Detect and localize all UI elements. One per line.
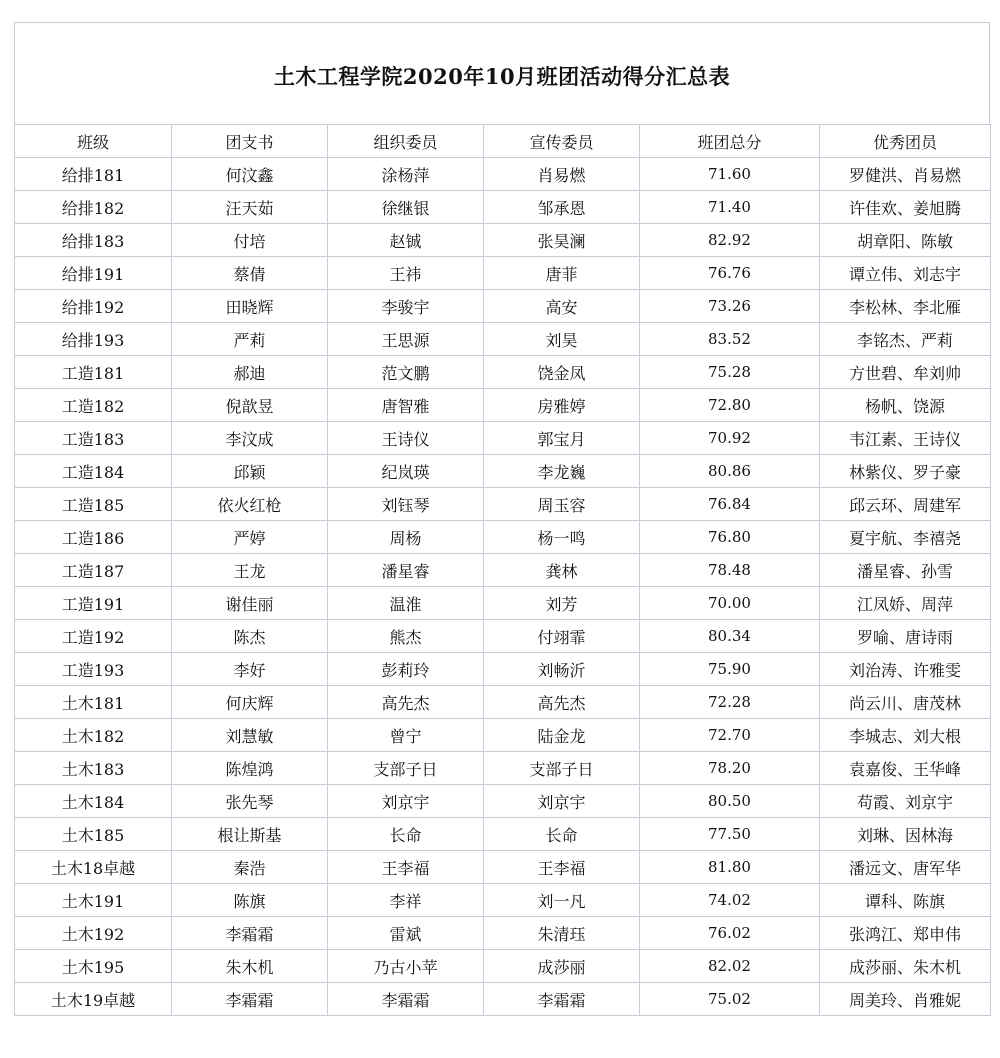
- excellent-members-cell: 谭立伟、刘志宇: [820, 257, 991, 290]
- header-excellent-members: 优秀团员: [820, 125, 991, 158]
- excellent-members-cell: 江凤娇、周萍: [820, 587, 991, 620]
- league-secretary-cell: 张先琴: [172, 785, 328, 818]
- page-title: 土木工程学院2020年10月班团活动得分汇总表: [273, 63, 731, 89]
- organization-committee-cell: 李骏宇: [328, 290, 484, 323]
- total-score-cell: 72.80: [640, 389, 820, 422]
- excellent-members-cell: 罗喻、唐诗雨: [820, 620, 991, 653]
- total-score-cell: 76.84: [640, 488, 820, 521]
- publicity-committee-cell: 刘一凡: [484, 884, 640, 917]
- publicity-committee-cell: 长命: [484, 818, 640, 851]
- header-organization-committee: 组织委员: [328, 125, 484, 158]
- league-secretary-cell: 陈旗: [172, 884, 328, 917]
- publicity-committee-cell: 李霜霜: [484, 983, 640, 1016]
- publicity-committee-cell: 高先杰: [484, 686, 640, 719]
- table-row: [15, 686, 991, 719]
- class-cell: 工造181: [15, 356, 172, 389]
- class-cell: 工造186: [15, 521, 172, 554]
- table-row: [15, 917, 991, 950]
- total-score-cell: 80.50: [640, 785, 820, 818]
- excellent-members-cell: 刘琳、因林海: [820, 818, 991, 851]
- organization-committee-cell: 王诗仪: [328, 422, 484, 455]
- league-secretary-cell: 付培: [172, 224, 328, 257]
- header-class: 班级: [15, 125, 172, 158]
- excellent-members-cell: 谭科、陈旗: [820, 884, 991, 917]
- total-score-cell: 71.40: [640, 191, 820, 224]
- class-cell: 土木19卓越: [15, 983, 172, 1016]
- excellent-members-cell: 李松林、李北雁: [820, 290, 991, 323]
- excellent-members-cell: 林紫仪、罗子豪: [820, 455, 991, 488]
- total-score-cell: 80.86: [640, 455, 820, 488]
- table-row: [15, 191, 991, 224]
- publicity-committee-cell: 付翊霏: [484, 620, 640, 653]
- publicity-committee-cell: 李龙巍: [484, 455, 640, 488]
- league-secretary-cell: 陈杰: [172, 620, 328, 653]
- excellent-members-cell: 夏宇航、李禧尧: [820, 521, 991, 554]
- header-total-score: 班团总分: [640, 125, 820, 158]
- publicity-committee-cell: 郭宝月: [484, 422, 640, 455]
- league-secretary-cell: 何汶鑫: [172, 158, 328, 191]
- league-secretary-cell: 李霜霜: [172, 917, 328, 950]
- excellent-members-cell: 成莎丽、朱木机: [820, 950, 991, 983]
- league-secretary-cell: 李汶成: [172, 422, 328, 455]
- organization-committee-cell: 赵铖: [328, 224, 484, 257]
- table-row: [15, 752, 991, 785]
- class-cell: 工造192: [15, 620, 172, 653]
- excellent-members-cell: 许佳欢、姜旭腾: [820, 191, 991, 224]
- league-secretary-cell: 朱木机: [172, 950, 328, 983]
- total-score-cell: 80.34: [640, 620, 820, 653]
- total-score-cell: 71.60: [640, 158, 820, 191]
- league-secretary-cell: 依火红枪: [172, 488, 328, 521]
- total-score-cell: 72.28: [640, 686, 820, 719]
- publicity-committee-cell: 唐菲: [484, 257, 640, 290]
- total-score-cell: 82.02: [640, 950, 820, 983]
- league-secretary-cell: 严莉: [172, 323, 328, 356]
- publicity-committee-cell: 刘畅沂: [484, 653, 640, 686]
- total-score-cell: 75.90: [640, 653, 820, 686]
- organization-committee-cell: 熊杰: [328, 620, 484, 653]
- table-row: [15, 158, 991, 191]
- league-secretary-cell: 王龙: [172, 554, 328, 587]
- league-secretary-cell: 蔡倩: [172, 257, 328, 290]
- league-secretary-cell: 倪歆昱: [172, 389, 328, 422]
- excellent-members-cell: 苟霞、刘京宇: [820, 785, 991, 818]
- total-score-cell: 75.28: [640, 356, 820, 389]
- header-publicity-committee: 宣传委员: [484, 125, 640, 158]
- organization-committee-cell: 温淮: [328, 587, 484, 620]
- score-table: [14, 124, 991, 1016]
- organization-committee-cell: 曾宁: [328, 719, 484, 752]
- excellent-members-cell: 杨帆、饶源: [820, 389, 991, 422]
- table-row: [15, 620, 991, 653]
- class-cell: 工造187: [15, 554, 172, 587]
- table-row: [15, 290, 991, 323]
- excellent-members-cell: 潘星睿、孙雪: [820, 554, 991, 587]
- title-row: [14, 22, 990, 124]
- organization-committee-cell: 长命: [328, 818, 484, 851]
- total-score-cell: 73.26: [640, 290, 820, 323]
- excellent-members-cell: 韦江素、王诗仪: [820, 422, 991, 455]
- league-secretary-cell: 邱颖: [172, 455, 328, 488]
- table-row: [15, 521, 991, 554]
- excellent-members-cell: 张鸿江、郑申伟: [820, 917, 991, 950]
- table-row: [15, 653, 991, 686]
- excellent-members-cell: 潘远文、唐军华: [820, 851, 991, 884]
- organization-committee-cell: 李霜霜: [328, 983, 484, 1016]
- class-cell: 给排182: [15, 191, 172, 224]
- publicity-committee-cell: 高安: [484, 290, 640, 323]
- organization-committee-cell: 王李福: [328, 851, 484, 884]
- table-row: [15, 455, 991, 488]
- excellent-members-cell: 胡章阳、陈敏: [820, 224, 991, 257]
- table-row: [15, 983, 991, 1016]
- league-secretary-cell: 汪天茹: [172, 191, 328, 224]
- publicity-committee-cell: 饶金凤: [484, 356, 640, 389]
- organization-committee-cell: 纪岚瑛: [328, 455, 484, 488]
- total-score-cell: 70.00: [640, 587, 820, 620]
- excellent-members-cell: 邱云环、周建军: [820, 488, 991, 521]
- organization-committee-cell: 支部子日: [328, 752, 484, 785]
- header-row: [15, 125, 991, 158]
- league-secretary-cell: 李霜霜: [172, 983, 328, 1016]
- excellent-members-cell: 李铭杰、严莉: [820, 323, 991, 356]
- class-cell: 土木185: [15, 818, 172, 851]
- class-cell: 给排181: [15, 158, 172, 191]
- excellent-members-cell: 刘治涛、许雅雯: [820, 653, 991, 686]
- total-score-cell: 72.70: [640, 719, 820, 752]
- class-cell: 给排191: [15, 257, 172, 290]
- score-summary-sheet: [14, 22, 990, 1016]
- excellent-members-cell: 李城志、刘大根: [820, 719, 991, 752]
- class-cell: 土木184: [15, 785, 172, 818]
- organization-committee-cell: 雷斌: [328, 917, 484, 950]
- class-cell: 土木181: [15, 686, 172, 719]
- publicity-committee-cell: 支部子日: [484, 752, 640, 785]
- publicity-committee-cell: 房雅婷: [484, 389, 640, 422]
- organization-committee-cell: 李祥: [328, 884, 484, 917]
- publicity-committee-cell: 刘芳: [484, 587, 640, 620]
- class-cell: 工造185: [15, 488, 172, 521]
- table-row: [15, 323, 991, 356]
- league-secretary-cell: 严婷: [172, 521, 328, 554]
- league-secretary-cell: 何庆辉: [172, 686, 328, 719]
- class-cell: 给排193: [15, 323, 172, 356]
- table-row: [15, 851, 991, 884]
- table-row: [15, 356, 991, 389]
- table-row: [15, 785, 991, 818]
- table-row: [15, 554, 991, 587]
- class-cell: 工造193: [15, 653, 172, 686]
- total-score-cell: 74.02: [640, 884, 820, 917]
- organization-committee-cell: 彭莉玲: [328, 653, 484, 686]
- class-cell: 给排183: [15, 224, 172, 257]
- table-row: [15, 224, 991, 257]
- header-league-secretary: 团支书: [172, 125, 328, 158]
- publicity-committee-cell: 龚林: [484, 554, 640, 587]
- publicity-committee-cell: 周玉容: [484, 488, 640, 521]
- class-cell: 土木192: [15, 917, 172, 950]
- league-secretary-cell: 田晓辉: [172, 290, 328, 323]
- organization-committee-cell: 高先杰: [328, 686, 484, 719]
- league-secretary-cell: 根让斯基: [172, 818, 328, 851]
- organization-committee-cell: 乃古小苹: [328, 950, 484, 983]
- total-score-cell: 76.80: [640, 521, 820, 554]
- league-secretary-cell: 陈煌鸿: [172, 752, 328, 785]
- total-score-cell: 82.92: [640, 224, 820, 257]
- class-cell: 土木195: [15, 950, 172, 983]
- publicity-committee-cell: 肖易燃: [484, 158, 640, 191]
- league-secretary-cell: 李好: [172, 653, 328, 686]
- table-row: [15, 818, 991, 851]
- publicity-committee-cell: 邹承恩: [484, 191, 640, 224]
- total-score-cell: 81.80: [640, 851, 820, 884]
- class-cell: 给排192: [15, 290, 172, 323]
- table-row: [15, 389, 991, 422]
- publicity-committee-cell: 刘京宇: [484, 785, 640, 818]
- table-row: [15, 257, 991, 290]
- organization-committee-cell: 唐智雅: [328, 389, 484, 422]
- table-body: [15, 158, 991, 1016]
- organization-committee-cell: 王祎: [328, 257, 484, 290]
- organization-committee-cell: 范文鹏: [328, 356, 484, 389]
- organization-committee-cell: 徐继银: [328, 191, 484, 224]
- publicity-committee-cell: 杨一鸣: [484, 521, 640, 554]
- organization-committee-cell: 潘星睿: [328, 554, 484, 587]
- league-secretary-cell: 谢佳丽: [172, 587, 328, 620]
- excellent-members-cell: 方世碧、牟刘帅: [820, 356, 991, 389]
- league-secretary-cell: 郝迪: [172, 356, 328, 389]
- organization-committee-cell: 涂杨萍: [328, 158, 484, 191]
- total-score-cell: 78.20: [640, 752, 820, 785]
- table-row: [15, 488, 991, 521]
- class-cell: 土木183: [15, 752, 172, 785]
- table-row: [15, 587, 991, 620]
- organization-committee-cell: 王思源: [328, 323, 484, 356]
- league-secretary-cell: 秦浩: [172, 851, 328, 884]
- table-row: [15, 422, 991, 455]
- excellent-members-cell: 周美玲、肖雅妮: [820, 983, 991, 1016]
- publicity-committee-cell: 王李福: [484, 851, 640, 884]
- table-row: [15, 950, 991, 983]
- excellent-members-cell: 袁嘉俊、王华峰: [820, 752, 991, 785]
- publicity-committee-cell: 朱清珏: [484, 917, 640, 950]
- class-cell: 土木182: [15, 719, 172, 752]
- class-cell: 工造183: [15, 422, 172, 455]
- class-cell: 土木18卓越: [15, 851, 172, 884]
- total-score-cell: 70.92: [640, 422, 820, 455]
- total-score-cell: 76.76: [640, 257, 820, 290]
- class-cell: 土木191: [15, 884, 172, 917]
- total-score-cell: 76.02: [640, 917, 820, 950]
- publicity-committee-cell: 成莎丽: [484, 950, 640, 983]
- total-score-cell: 78.48: [640, 554, 820, 587]
- publicity-committee-cell: 陆金龙: [484, 719, 640, 752]
- class-cell: 工造184: [15, 455, 172, 488]
- organization-committee-cell: 刘钰琴: [328, 488, 484, 521]
- total-score-cell: 75.02: [640, 983, 820, 1016]
- total-score-cell: 83.52: [640, 323, 820, 356]
- class-cell: 工造191: [15, 587, 172, 620]
- total-score-cell: 77.50: [640, 818, 820, 851]
- publicity-committee-cell: 刘昊: [484, 323, 640, 356]
- organization-committee-cell: 周杨: [328, 521, 484, 554]
- organization-committee-cell: 刘京宇: [328, 785, 484, 818]
- table-row: [15, 719, 991, 752]
- class-cell: 工造182: [15, 389, 172, 422]
- excellent-members-cell: 罗健洪、肖易燃: [820, 158, 991, 191]
- excellent-members-cell: 尚云川、唐茂林: [820, 686, 991, 719]
- publicity-committee-cell: 张昊澜: [484, 224, 640, 257]
- table-row: [15, 884, 991, 917]
- league-secretary-cell: 刘慧敏: [172, 719, 328, 752]
